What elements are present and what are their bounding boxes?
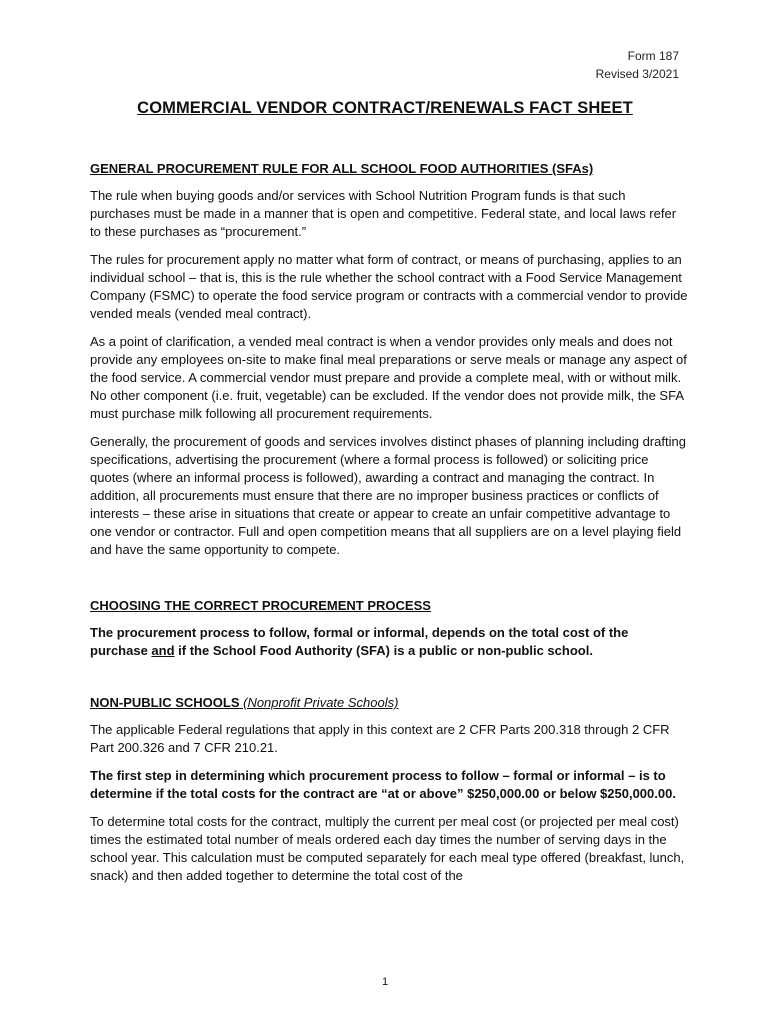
paragraph: As a point of clarification, a vended meal contract is when a vendor provides only meals and does not provide any employees on-site to make final meal preparations or serve meals or manage any aspect of the food service. A commercial vendor must prepare and provide a complete meal, with or without milk. No other component (i.e. fruit, vegetable) can be excluded. If the vendor does not provide milk, the SFA must purchase milk following all procurement requirements. xyxy=(90,334,687,421)
section-heading-non-public-schools xyxy=(90,694,688,711)
paragraph: To determine total costs for the contract, multiply the current per meal cost (or projected per meal cost) times the estimated total number of meals ordered each day times the number of serving days in the school year. This calculation must be computed separately for each meal type offered (breakfast, lunch, snack) and then added together to determine the total cost of the xyxy=(90,814,685,883)
statement-underlined: and xyxy=(151,643,175,658)
heading-text: NON-PUBLIC SCHOOLS xyxy=(90,695,240,710)
paragraph: The rule when buying goods and/or services with School Nutrition Program funds is that such purchases must be made in a manner that is open and competitive. Federal state, and local laws refer to these purchases as “procurement.” xyxy=(90,188,677,239)
form-number: Form 187 xyxy=(627,49,679,63)
section-heading-general-procurement: GENERAL PROCUREMENT RULE FOR ALL SCHOOL FOOD AUTHORITIES (SFAs) xyxy=(90,161,594,176)
document-title: COMMERCIAL VENDOR CONTRACT/RENEWALS FACT SHEET xyxy=(137,99,633,117)
paragraph: Generally, the procurement of goods and services involves distinct phases of planning including drafting specifications, advertising the procurement (where a formal process is followed) or soliciting price quotes (where an informal process is followed), awarding a contract and managing the contract. In addition, all procurements must ensure that there are no improper business practices or conflicts of interests – these arise in situations that create or appear to create an unfair competitive advantage to one vendor or contractor. Full and open competition means that all suppliers are on a level playing field and have the same opportunity to compete. xyxy=(90,434,686,557)
document-body xyxy=(90,160,688,895)
form-info xyxy=(596,47,679,83)
revised-date: Revised 3/2021 xyxy=(595,67,679,81)
page-number: 1 xyxy=(381,976,389,988)
first-step-statement: The first step in determining which procurement process to follow – formal or informal – is to determine if the total costs for the contract are “at or above” $250,000.00 or below $250,000.00. xyxy=(90,768,676,801)
paragraph: The rules for procurement apply no matter what form of contract, or means of purchasing, applies to an individual school – that is, this is the rule whether the school contract with a Food Service Management Company (FSMC) to operate the food service program or contracts with a commercial vendor to provide vended meals (vended meal contract). xyxy=(90,252,688,321)
statement-part-2: if the School Food Authority (SFA) is a public or non-public school. xyxy=(174,643,593,658)
procurement-process-statement xyxy=(90,624,688,660)
heading-note: (Nonprofit Private Schools) xyxy=(239,695,399,710)
statement-part-1: The procurement process to follow, formal or informal, depends on the total cost of the purchase xyxy=(90,625,629,658)
section-heading-choosing-process: CHOOSING THE CORRECT PROCUREMENT PROCESS xyxy=(90,598,431,613)
paragraph: The applicable Federal regulations that apply in this context are 2 CFR Parts 200.318 through 2 CFR Part 200.326 and 7 CFR 210.21. xyxy=(90,722,670,755)
